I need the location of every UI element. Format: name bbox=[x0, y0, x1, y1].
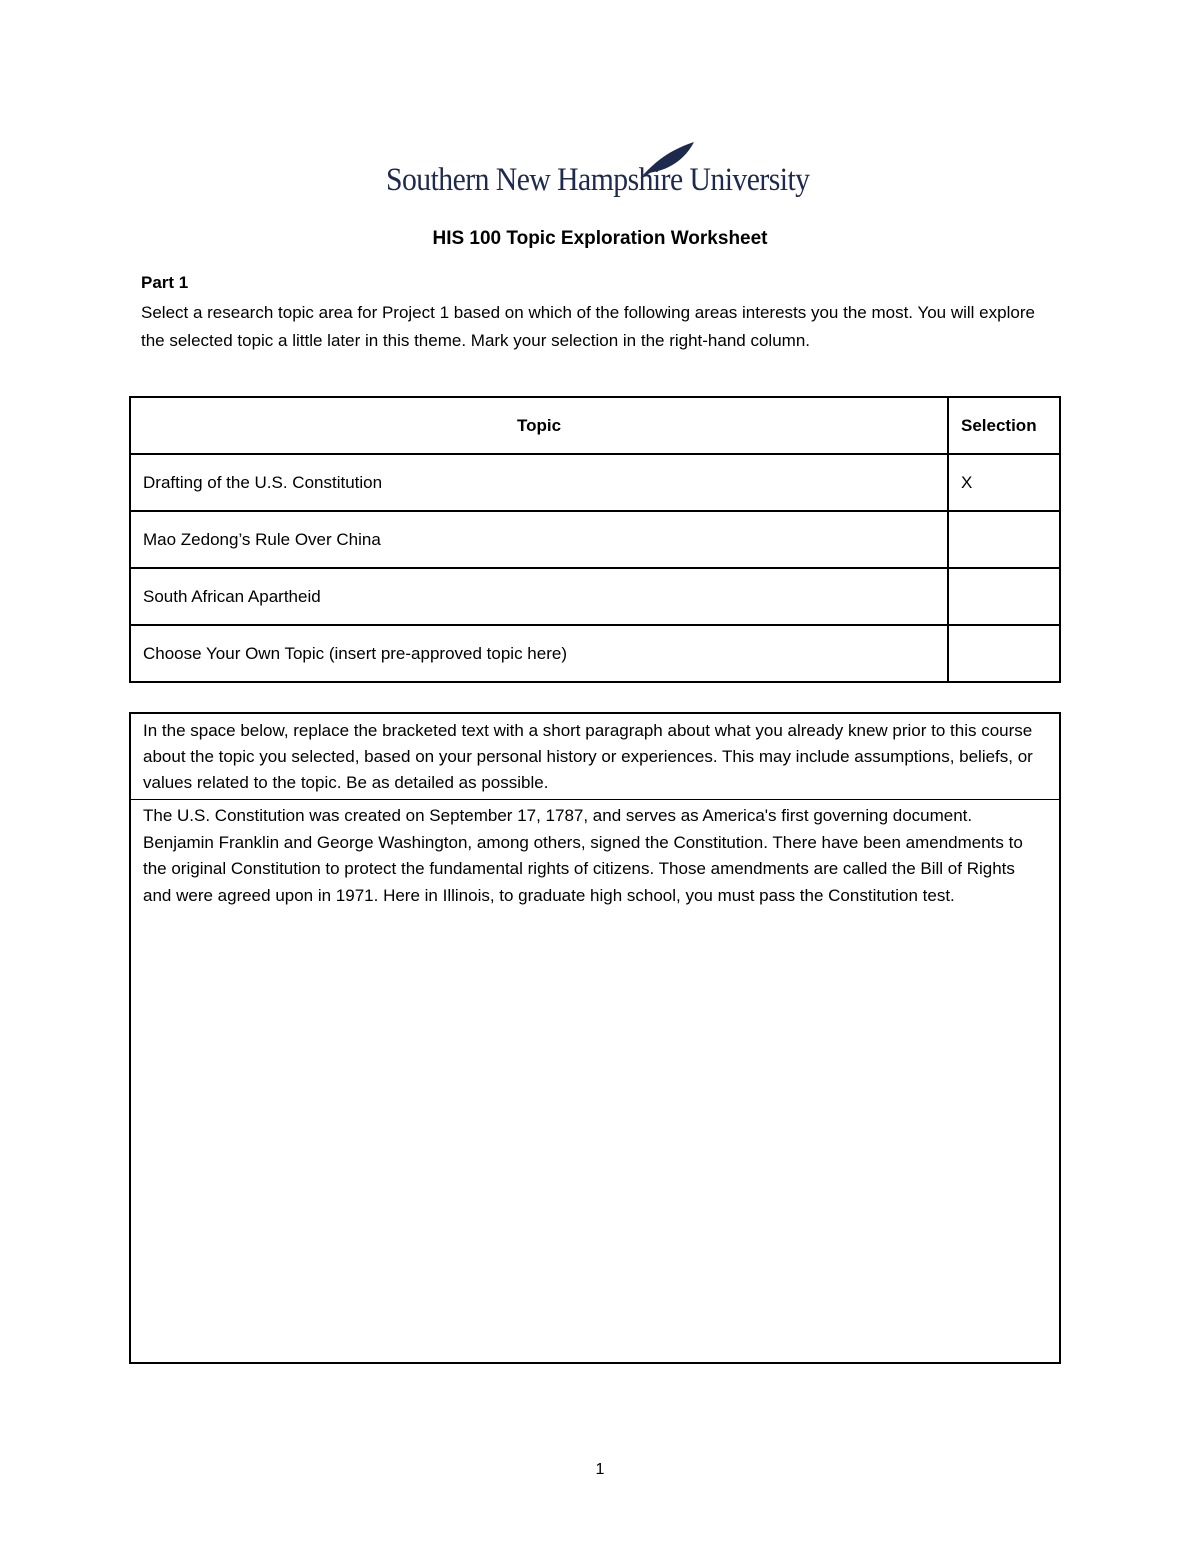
topic-column-header: Topic bbox=[130, 397, 948, 454]
selection-cell[interactable]: X bbox=[948, 454, 1060, 511]
topic-cell: Choose Your Own Topic (insert pre-approved topic here) bbox=[130, 625, 948, 682]
topic-table bbox=[129, 396, 1061, 683]
part-1-instructions: Select a research topic area for Project 1 based on which of the following areas interests you the most. You will explore the selected topic a little later in this theme. Mark your selection in the right-hand column. bbox=[141, 303, 1035, 350]
logo-wordmark: Southern New Hampshire University bbox=[386, 162, 810, 198]
table-row bbox=[130, 511, 1060, 568]
selection-cell[interactable] bbox=[948, 568, 1060, 625]
university-logo bbox=[386, 140, 816, 210]
topic-cell: Drafting of the U.S. Constitution bbox=[130, 454, 948, 511]
part-1-heading: Part 1 bbox=[141, 273, 189, 292]
table-row bbox=[130, 625, 1060, 682]
response-prompt: In the space below, replace the bracketed text with a short paragraph about what you already knew prior to this course about the topic you selected, based on your personal history or experiences. This may include assumptions, beliefs, or values related to the topic. Be as detailed as possible. bbox=[131, 714, 1059, 800]
table-row bbox=[130, 454, 1060, 511]
selection-cell[interactable] bbox=[948, 625, 1060, 682]
worksheet-title: HIS 100 Topic Exploration Worksheet bbox=[432, 228, 768, 249]
topic-cell: Mao Zedong’s Rule Over China bbox=[130, 511, 948, 568]
selection-column-header: Selection bbox=[948, 397, 1060, 454]
response-box bbox=[129, 712, 1061, 1364]
selection-cell[interactable] bbox=[948, 511, 1060, 568]
page-number: 1 bbox=[595, 1461, 605, 1478]
response-answer[interactable]: The U.S. Constitution was created on September 17, 1787, and serves as America's first governing document. Benjamin Franklin and George Washington, among others, signed the Constitution. There have been amendments to the original Constitution to protect the fundamental rights of citizens. Those amendments are called the Bill of Rights and were agreed upon in 1971. Here in Illinois, to graduate high school, you must pass the Constitution test. bbox=[143, 806, 1023, 905]
table-row bbox=[130, 568, 1060, 625]
topic-cell: South African Apartheid bbox=[130, 568, 948, 625]
table-header-row bbox=[130, 397, 1060, 454]
